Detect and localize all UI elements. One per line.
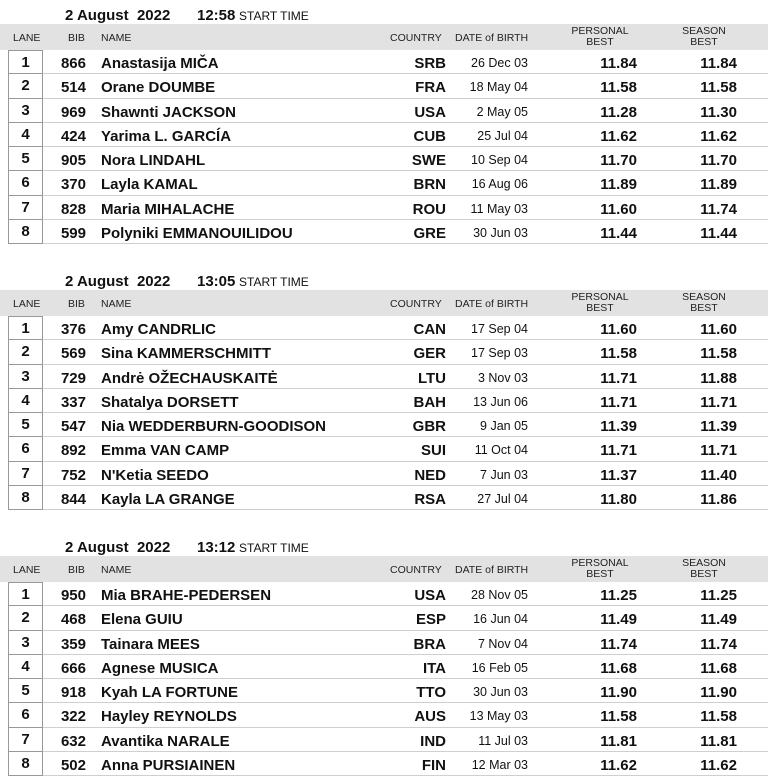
col-dob: DATE of BIRTH <box>455 298 529 310</box>
heat-2 <box>0 266 768 510</box>
table-row <box>0 365 768 389</box>
col-season-best: SEASON BEST <box>682 291 726 314</box>
table-row <box>0 631 768 655</box>
date-of-birth: 26 Dec 03 <box>471 56 528 70</box>
bib-number: 892 <box>60 442 86 460</box>
athlete-name: Sina KAMMERSCHMITT <box>101 345 271 363</box>
country-code: GBR <box>412 418 446 436</box>
heat-header <box>0 0 768 24</box>
athlete-name: Anastasija MIČA <box>101 55 219 72</box>
row-divider <box>43 243 768 244</box>
bib-number: 514 <box>60 79 86 97</box>
bib-number: 752 <box>60 466 86 484</box>
season-best: 11.89 <box>700 176 737 194</box>
col-personal-best: PERSONAL BEST <box>571 557 629 580</box>
lane-number: 1 <box>8 50 43 74</box>
heat-rows <box>0 316 768 510</box>
season-best: 11.74 <box>700 200 737 218</box>
athlete-name: Orane DOUMBE <box>101 79 216 97</box>
athlete-name: Kayla LA GRANGE <box>101 491 235 509</box>
country-code: BRN <box>413 176 446 194</box>
heat-date: 2 August 2022 <box>65 539 171 556</box>
personal-best: 11.89 <box>600 176 637 194</box>
lane-number: 8 <box>8 752 43 776</box>
table-row <box>0 74 768 98</box>
country-code: AUS <box>414 708 446 726</box>
table-row <box>0 486 768 510</box>
column-headers <box>0 290 768 316</box>
season-best: 11.58 <box>700 345 737 363</box>
bib-number: 632 <box>60 732 86 750</box>
col-season-best: SEASON BEST <box>682 25 726 48</box>
date-of-birth: 30 Jun 03 <box>473 226 528 241</box>
heat-time: 12:58 <box>197 7 236 24</box>
country-code: IND <box>420 732 446 750</box>
col-lane: LANE <box>13 298 41 310</box>
col-country: COUNTRY <box>390 564 442 576</box>
lane-number: 5 <box>8 679 43 703</box>
date-of-birth: 9 Jan 05 <box>480 419 528 434</box>
row-divider <box>43 775 768 776</box>
athlete-name: Agnese MUSICA <box>101 659 219 677</box>
lane-number: 7 <box>8 728 43 752</box>
country-code: FIN <box>421 757 446 775</box>
season-best: 11.60 <box>700 321 737 338</box>
heat-3 <box>0 532 768 776</box>
personal-best: 11.68 <box>600 659 637 677</box>
heat-time: 13:12 <box>197 539 236 556</box>
season-best: 11.40 <box>700 466 737 484</box>
season-best: 11.90 <box>700 684 737 702</box>
bib-number: 729 <box>60 369 86 387</box>
personal-best: 11.58 <box>600 345 637 363</box>
season-best: 11.74 <box>700 635 737 653</box>
athlete-name: Layla KAMAL <box>101 176 198 194</box>
lane-number: 7 <box>8 196 43 220</box>
lane-number: 5 <box>8 413 43 437</box>
country-code: BRA <box>413 635 446 653</box>
personal-best: 11.60 <box>600 200 637 218</box>
athlete-name: Maria MIHALACHE <box>101 200 235 218</box>
bib-number: 370 <box>60 176 86 194</box>
personal-best: 11.71 <box>600 369 637 387</box>
date-of-birth: 10 Sep 04 <box>471 153 528 168</box>
row-divider <box>43 509 768 510</box>
season-best: 11.71 <box>700 393 737 411</box>
personal-best: 11.28 <box>600 103 637 121</box>
lane-number: 5 <box>8 147 43 171</box>
season-best: 11.49 <box>700 611 737 629</box>
start-time-label: START TIME <box>239 541 309 555</box>
date-of-birth: 2 May 05 <box>476 104 528 119</box>
bib-number: 468 <box>60 611 86 629</box>
lane-number: 3 <box>8 631 43 655</box>
start-time-label: START TIME <box>239 275 309 289</box>
lane-number: 3 <box>8 365 43 389</box>
col-country: COUNTRY <box>390 298 442 310</box>
table-row <box>0 703 768 727</box>
season-best: 11.86 <box>700 491 737 509</box>
col-bib: BIB <box>68 32 85 44</box>
athlete-name: Yarima L. GARCÍA <box>101 127 232 145</box>
table-row <box>0 50 768 74</box>
table-row <box>0 171 768 195</box>
date-of-birth: 28 Nov 05 <box>471 588 528 602</box>
country-code: USA <box>414 103 446 121</box>
country-code: CUB <box>413 127 446 145</box>
personal-best: 11.70 <box>600 152 637 170</box>
athlete-name: Emma VAN CAMP <box>101 442 230 460</box>
athlete-name: Avantika NARALE <box>101 732 230 750</box>
table-row <box>0 147 768 171</box>
lane-number: 2 <box>8 606 43 630</box>
personal-best: 11.81 <box>600 732 637 750</box>
personal-best: 11.49 <box>600 611 637 629</box>
bib-number: 322 <box>60 708 86 726</box>
date-of-birth: 30 Jun 03 <box>473 685 528 700</box>
personal-best: 11.60 <box>600 321 637 338</box>
date-of-birth: 16 Feb 05 <box>471 660 528 675</box>
season-best: 11.58 <box>700 708 737 726</box>
country-code: TTO <box>416 684 446 702</box>
athlete-name: Shawnti JACKSON <box>101 103 237 121</box>
col-name: NAME <box>101 32 132 44</box>
lane-number: 2 <box>8 340 43 364</box>
personal-best: 11.37 <box>600 466 637 484</box>
personal-best: 11.58 <box>600 79 637 97</box>
heat-1 <box>0 0 768 244</box>
country-code: ESP <box>415 611 446 629</box>
table-row <box>0 389 768 413</box>
personal-best: 11.62 <box>600 757 637 775</box>
athlete-name: Andrė OŽECHAUSKAITĖ <box>101 369 278 387</box>
country-code: FRA <box>415 79 446 97</box>
season-best: 11.70 <box>700 152 737 170</box>
athlete-name: Polyniki EMMANOUILIDOU <box>101 225 293 243</box>
date-of-birth: 27 Jul 04 <box>477 492 528 507</box>
country-code: ITA <box>422 659 446 677</box>
lane-number: 6 <box>8 703 43 727</box>
season-best: 11.62 <box>700 127 737 145</box>
col-lane: LANE <box>13 32 41 44</box>
bib-number: 376 <box>60 321 86 338</box>
country-code: GRE <box>413 225 446 243</box>
lane-number: 1 <box>8 582 43 606</box>
personal-best: 11.84 <box>600 55 637 72</box>
bib-number: 918 <box>60 684 86 702</box>
bib-number: 599 <box>60 225 86 243</box>
season-best: 11.58 <box>700 79 737 97</box>
country-code: SRB <box>414 55 446 72</box>
table-row <box>0 123 768 147</box>
bib-number: 359 <box>60 635 86 653</box>
personal-best: 11.80 <box>600 491 637 509</box>
personal-best: 11.62 <box>600 127 637 145</box>
date-of-birth: 16 Jun 04 <box>473 612 528 627</box>
athlete-name: Shatalya DORSETT <box>101 393 239 411</box>
bib-number: 950 <box>60 587 86 604</box>
bib-number: 905 <box>60 152 86 170</box>
bib-number: 337 <box>60 393 86 411</box>
date-of-birth: 13 May 03 <box>469 709 528 724</box>
table-row <box>0 196 768 220</box>
lane-number: 3 <box>8 99 43 123</box>
lane-number: 6 <box>8 437 43 461</box>
col-name: NAME <box>101 298 132 310</box>
bib-number: 866 <box>60 55 86 72</box>
lane-number: 8 <box>8 220 43 244</box>
table-row <box>0 413 768 437</box>
col-personal-best: PERSONAL BEST <box>571 291 629 314</box>
heat-rows <box>0 50 768 244</box>
country-code: GER <box>413 345 446 363</box>
lane-number: 6 <box>8 171 43 195</box>
country-code: RSA <box>414 491 446 509</box>
athlete-name: Mia BRAHE-PEDERSEN <box>101 587 272 604</box>
date-of-birth: 13 Jun 06 <box>473 394 528 409</box>
country-code: ROU <box>412 200 446 218</box>
heat-date: 2 August 2022 <box>65 7 171 24</box>
col-dob: DATE of BIRTH <box>455 32 529 44</box>
season-best: 11.62 <box>700 757 737 775</box>
lane-number: 4 <box>8 123 43 147</box>
table-row <box>0 462 768 486</box>
table-row <box>0 728 768 752</box>
season-best: 11.30 <box>700 103 737 121</box>
col-season-best: SEASON BEST <box>682 557 726 580</box>
country-code: CAN <box>413 321 446 338</box>
date-of-birth: 11 Oct 04 <box>474 443 528 458</box>
table-row <box>0 606 768 630</box>
athlete-name: Tainara MEES <box>101 635 200 653</box>
personal-best: 11.74 <box>600 635 637 653</box>
lane-number: 8 <box>8 486 43 510</box>
personal-best: 11.90 <box>600 684 637 702</box>
col-lane: LANE <box>13 564 41 576</box>
col-bib: BIB <box>68 298 85 310</box>
personal-best: 11.71 <box>600 442 637 460</box>
date-of-birth: 11 Jul 03 <box>478 733 528 748</box>
country-code: BAH <box>413 393 446 411</box>
season-best: 11.71 <box>700 442 737 460</box>
heat-header <box>0 532 768 556</box>
table-row <box>0 752 768 776</box>
lane-number: 4 <box>8 655 43 679</box>
season-best: 11.25 <box>700 587 737 604</box>
personal-best: 11.71 <box>600 393 637 411</box>
column-headers <box>0 24 768 50</box>
athlete-name: Anna PURSIAINEN <box>101 757 236 775</box>
season-best: 11.39 <box>700 418 737 436</box>
country-code: LTU <box>417 369 446 387</box>
col-country: COUNTRY <box>390 32 442 44</box>
athlete-name: Nia WEDDERBURN-GOODISON <box>101 418 327 436</box>
athlete-name: Elena GUIU <box>101 611 183 629</box>
table-row <box>0 582 768 606</box>
bib-number: 502 <box>60 757 86 775</box>
table-row <box>0 99 768 123</box>
athlete-name: Amy CANDRLIC <box>101 321 217 338</box>
country-code: SWE <box>411 152 446 170</box>
personal-best: 11.58 <box>600 708 637 726</box>
heat-rows <box>0 582 768 776</box>
date-of-birth: 18 May 04 <box>469 80 528 95</box>
table-row <box>0 437 768 461</box>
col-name: NAME <box>101 564 132 576</box>
season-best: 11.44 <box>700 225 737 243</box>
heat-header <box>0 266 768 290</box>
personal-best: 11.25 <box>600 587 637 604</box>
country-code: USA <box>414 587 446 604</box>
bib-number: 828 <box>60 200 86 218</box>
bib-number: 666 <box>60 659 86 677</box>
table-row <box>0 340 768 364</box>
lane-number: 1 <box>8 316 43 340</box>
season-best: 11.84 <box>700 55 737 72</box>
bib-number: 969 <box>60 103 86 121</box>
table-row <box>0 220 768 244</box>
date-of-birth: 11 May 03 <box>470 201 528 216</box>
table-row <box>0 316 768 340</box>
date-of-birth: 3 Nov 03 <box>477 370 528 385</box>
bib-number: 844 <box>60 491 86 509</box>
bib-number: 569 <box>60 345 86 363</box>
lane-number: 4 <box>8 389 43 413</box>
date-of-birth: 7 Jun 03 <box>480 467 528 482</box>
bib-number: 547 <box>60 418 86 436</box>
col-bib: BIB <box>68 564 85 576</box>
lane-number: 7 <box>8 462 43 486</box>
start-time-label: START TIME <box>239 9 309 23</box>
country-code: NED <box>414 466 446 484</box>
personal-best: 11.39 <box>600 418 637 436</box>
col-personal-best: PERSONAL BEST <box>571 25 629 48</box>
heat-date: 2 August 2022 <box>65 273 171 290</box>
season-best: 11.68 <box>700 659 737 677</box>
athlete-name: N'Ketia SEEDO <box>101 466 209 484</box>
date-of-birth: 7 Nov 04 <box>477 636 528 651</box>
season-best: 11.88 <box>700 369 737 387</box>
lane-number: 2 <box>8 74 43 98</box>
table-row <box>0 655 768 679</box>
country-code: SUI <box>420 442 446 460</box>
date-of-birth: 12 Mar 03 <box>471 758 528 773</box>
personal-best: 11.44 <box>600 225 637 243</box>
col-dob: DATE of BIRTH <box>455 564 529 576</box>
athlete-name: Hayley REYNOLDS <box>101 708 237 726</box>
athlete-name: Nora LINDAHL <box>101 152 206 170</box>
column-headers <box>0 556 768 582</box>
date-of-birth: 17 Sep 04 <box>471 322 528 336</box>
season-best: 11.81 <box>700 732 737 750</box>
date-of-birth: 17 Sep 03 <box>471 346 528 361</box>
date-of-birth: 25 Jul 04 <box>477 128 528 143</box>
table-row <box>0 679 768 703</box>
bib-number: 424 <box>60 127 86 145</box>
athlete-name: Kyah LA FORTUNE <box>101 684 238 702</box>
heat-time: 13:05 <box>197 273 236 290</box>
date-of-birth: 16 Aug 06 <box>471 177 528 192</box>
